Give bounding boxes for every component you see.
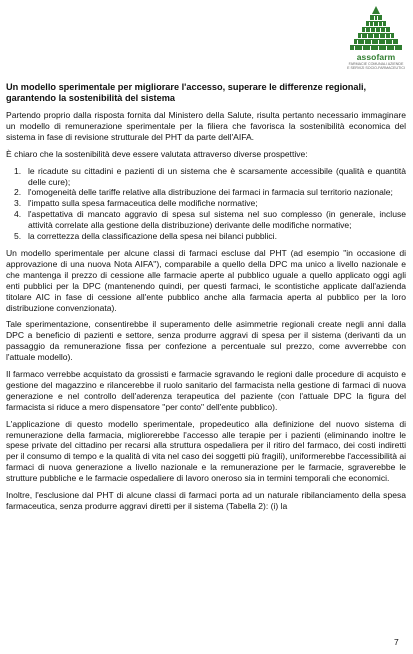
list-item-text: l'omogeneità delle tariffe relative alla distribuzione dei farmaci in farmacia sul territorio nazionale; [28, 187, 393, 198]
list-item-number: 2. [14, 187, 22, 198]
paragraph: Il farmaco verrebbe acquistato da grossisti e farmacie sgravando le regioni dalle procedure di acquisto e gestione del magazzino e rilancerebbe il ruolo sanitario del farmacista nella gestione di farmaci di nuova generazione e nel controllo dell'aderenza terapeutica del paziente (con l'attuale DPC la figura del farmacista si riduce a mero dispensatore "per conto" dell'ente pubblico). [6, 369, 406, 412]
assofarm-logo [345, 4, 407, 82]
logo-emblem-icon [345, 4, 407, 52]
list-item [6, 209, 406, 231]
list-item-text: l'aspettativa di mancato aggravio di spesa sul sistema nel suo complesso (in generale, incluse attività correlate alla gestione della distribuzione) derivante delle modifiche normative; [28, 209, 406, 231]
list-item-text: le ricadute su cittadini e pazienti di un sistema che è scarsamente accessibile (qualità e quantità delle cure); [28, 165, 406, 187]
paragraph: Un modello sperimentale per alcune classi di farmaci escluse dal PHT (ad esempio "in occasione di approvazione di una nuova Nota AIFA"), comparabile a quello della DPC ma unico a livello nazionale e che mantenga il prezzo di cessione alle farmacie aperte al pubblico uguale a quello applicato oggi agli enti pubblici per la DPC (mantenendo quindi, per questi farmaci, le scontistiche applicate dall'azienda titolare AIC in fase di cessione all'ente pubblico anche alla farmacia aperta al pubblico per la loro distribuzione convenzionata). [6, 247, 406, 313]
list-item-number: 1. [14, 165, 22, 176]
list-item-number: 5. [14, 231, 22, 242]
list-item [6, 231, 406, 242]
document-body [6, 82, 406, 518]
page-number: 7 [394, 637, 399, 647]
paragraph: Partendo proprio dalla risposta fornita dal Ministero della Salute, risulta pertanto necessario immaginare un modello di remunerazione sperimentale per la filiera che favorisca la sostenibilità economica del sistema in fase di revisione strutturale del PHT da parte dell'AIFA. [6, 110, 406, 142]
logo-subtitle: FARMACIE COMUNALI AZIENDE E SERVIZI SOCIO-FARMACEUTICI [347, 62, 405, 71]
paragraph: Tale sperimentazione, consentirebbe il superamento delle asimmetrie regionali create negli anni dalla DPC a beneficio di pazienti e settore, senza produrre aggravi di spesa per il sistema (derivanti da un passaggio da remunerazione fissa per confezione a percentuale sul prezzo, come avverrebbe con l'attuale modello). [6, 319, 406, 363]
paragraph: L'applicazione di questo modello sperimentale, propedeutico alla definizione del nuovo sistema di remunerazione della farmacia, migliorerebbe l'accesso alle terapie per i pazienti (eliminando inoltre le spese private del cittadino per recarsi alla struttura ospedaliera per il ritiro del farmaco, dei costi indiretti per il consumo di tempo e la qualità di vita nel caso dei soggetti più fragili), uniformerebbe l'accessibilità ai farmaci di nuova generazione a livello nazionale e la remunerazione per le farmacie, sgraverebbe le strutture pubbliche e le farmacie ospedaliere di lavoro oneroso sia in termini temporali che economici. [6, 418, 406, 484]
list-item-text: l'impatto sulla spesa farmaceutica delle modifiche normative; [28, 198, 258, 209]
perspectives-list [6, 166, 406, 242]
list-item [6, 198, 406, 209]
paragraph: È chiaro che la sostenibilità deve essere valutata attraverso diverse prospettive: [6, 148, 308, 159]
logo-name: assofarm [356, 52, 396, 62]
section-title: Un modello sperimentale per migliorare l'accesso, superare le differenze regionali, garantendo la sostenibilità del sistema [6, 82, 367, 103]
list-item-text: la correttezza della classificazione della spesa nei bilanci pubblici. [28, 231, 277, 242]
list-item-number: 4. [14, 209, 22, 220]
list-item-number: 3. [14, 198, 22, 209]
list-item [6, 187, 406, 198]
paragraph: Inoltre, l'esclusione dal PHT di alcune classi di farmaci porta ad un naturale ribilanciamento della spesa farmaceutica, senza produrre aggravi diretti per il sistema (Tabella 2): (i) la [6, 490, 406, 511]
list-item [6, 166, 406, 188]
